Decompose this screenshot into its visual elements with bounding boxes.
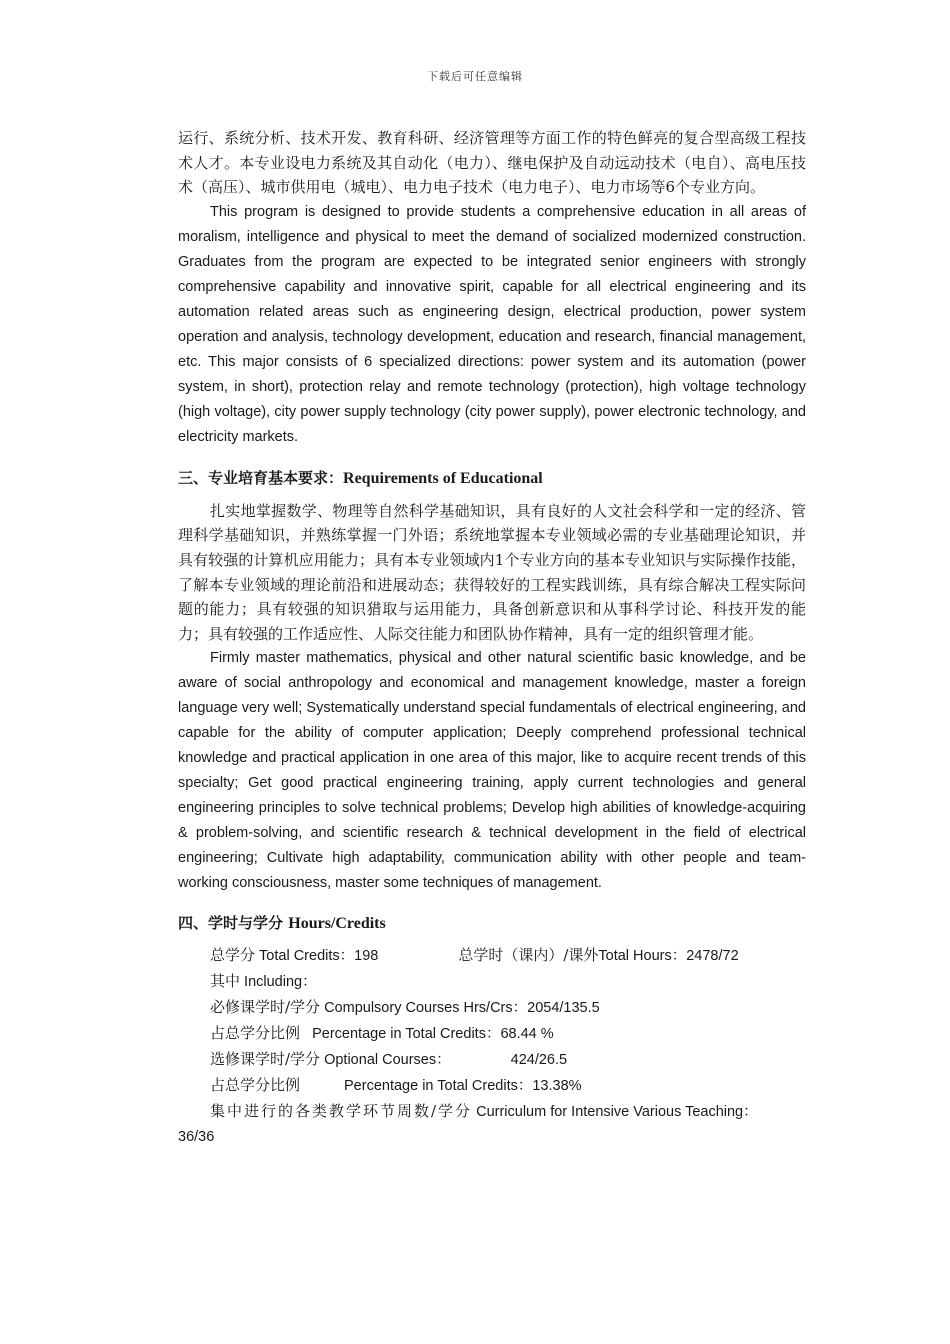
intensive-value: 36/36 — [178, 1129, 215, 1146]
credits-list — [178, 943, 806, 1150]
including-cn: 其中 — [210, 972, 241, 991]
percentage2-line — [178, 1073, 806, 1099]
percentage1-line — [178, 1021, 806, 1047]
optional-line — [178, 1047, 806, 1073]
including-en: Including： — [244, 974, 317, 991]
percentage2-en: Percentage in Total Credits：13.38% — [344, 1078, 582, 1095]
intensive-cn: 集中进行的各类教学环节周数/学分 — [210, 1102, 473, 1121]
total-credits-en: Total Credits：198 — [259, 948, 379, 965]
optional-value: 424/26.5 — [510, 1052, 568, 1069]
optional-cn: 选修课学时/学分 — [210, 1050, 321, 1069]
section3-cn-paragraph: 扎实地掌握数学、物理等自然科学基础知识，具有良好的人文社会科学和一定的经济、管理科学基础知识，并熟练掌握一门外语；系统地掌握本专业领域必需的专业基础理论知识，并具有较强的计算机应用能力；具有本专业领域内1个专业方向的基本专业知识与实际操作技能，了解本专业领域的理论前沿和进展动态；获得较好的工程实践训练，具有综合解决工程实际问题的能力；具有较强的知识猎取与运用能力，具备创新意识和从事科学讨论、科技开发的能力；具有较强的工作适应性、人际交往能力和团队协作精神，具有一定的组织管理才能。 — [178, 501, 806, 643]
page-header: 下载后可任意编辑 — [427, 70, 523, 83]
credits-total-line — [178, 943, 806, 969]
compulsory-cn: 必修课学时/学分 — [210, 998, 321, 1017]
section4-heading-cn: 四、学时与学分 — [178, 914, 284, 933]
percentage2-cn: 占总学分比例 — [210, 1076, 301, 1095]
percentage1-en: Percentage in Total Credits：68.44 % — [312, 1026, 554, 1043]
section3-en-paragraph: Firmly master mathematics, physical and other natural scientific basic knowledge, and be aware of social anthropology and economical and management knowledge, master a foreign language very well; Systematically understand special fundamentals of electrical engineering, and capable for the ability of computer application; Deeply comprehend professional technical knowledge and practical application in one area of this major, like to acquire recent trends of this specialty; Get good practical engineering training, apply current technologies and general engineering principles to solve technical problems; Develop high abilities of knowledge-acquiring & problem-solving, and scientific research & technical development in the field of electrical engineering; Cultivate high adaptability, communication ability with other people and team-working consciousness, master some techniques of management. — [178, 650, 806, 892]
section3-heading — [178, 467, 806, 488]
section4-heading — [178, 912, 806, 933]
intensive-line — [178, 1099, 806, 1125]
section3-heading-en: Requirements of Educational — [343, 469, 543, 487]
total-credits-cn: 总学分 — [210, 946, 256, 965]
section3-heading-cn: 三、专业培育基本要求： — [178, 468, 344, 487]
including-line — [178, 969, 806, 995]
section4-heading-en: Hours/Credits — [288, 915, 386, 933]
total-hours-cn: 总学时（课内）/课外 — [458, 946, 599, 965]
compulsory-line — [178, 995, 806, 1021]
total-hours-en: Total Hours：2478/72 — [598, 948, 739, 965]
intensive-value-line — [178, 1125, 806, 1150]
optional-en: Optional Courses： — [324, 1052, 451, 1069]
compulsory-en: Compulsory Courses Hrs/Crs：2054/135.5 — [324, 1000, 600, 1017]
section2-en-paragraph: This program is designed to provide students a comprehensive education in all areas of moralism, intelligence and physical to meet the demand of socialized modernized construction. Graduates from the program are expected to be integrated senior engineers with strongly comprehensive capability and innovative spirit, capable for all electrical engineering and its automation related areas such as engineering design, electrical production, power system operation and analysis, technology development, education and research, financial management, etc. This major consists of 6 specialized directions: power system and its automation (power system, in short), protection relay and remote technology (protection), high voltage technology (high voltage), city power supply technology (city power supply), power electronic technology, and electricity markets. — [178, 203, 806, 445]
percentage1-cn: 占总学分比例 — [210, 1024, 301, 1043]
intensive-en: Curriculum for Intensive Various Teaching： — [476, 1104, 758, 1121]
document-body — [178, 126, 806, 1150]
section2-cn-continuation: 运行、系统分析、技术开发、教育科研、经济管理等方面工作的特色鲜亮的复合型高级工程技术人才。本专业设电力系统及其自动化（电力）、继电保护及自动远动技术（电自）、高电压技术（高压）、城市供用电（城电）、电力电子技术（电力电子）、电力市场等6个专业方向。 — [178, 129, 806, 197]
